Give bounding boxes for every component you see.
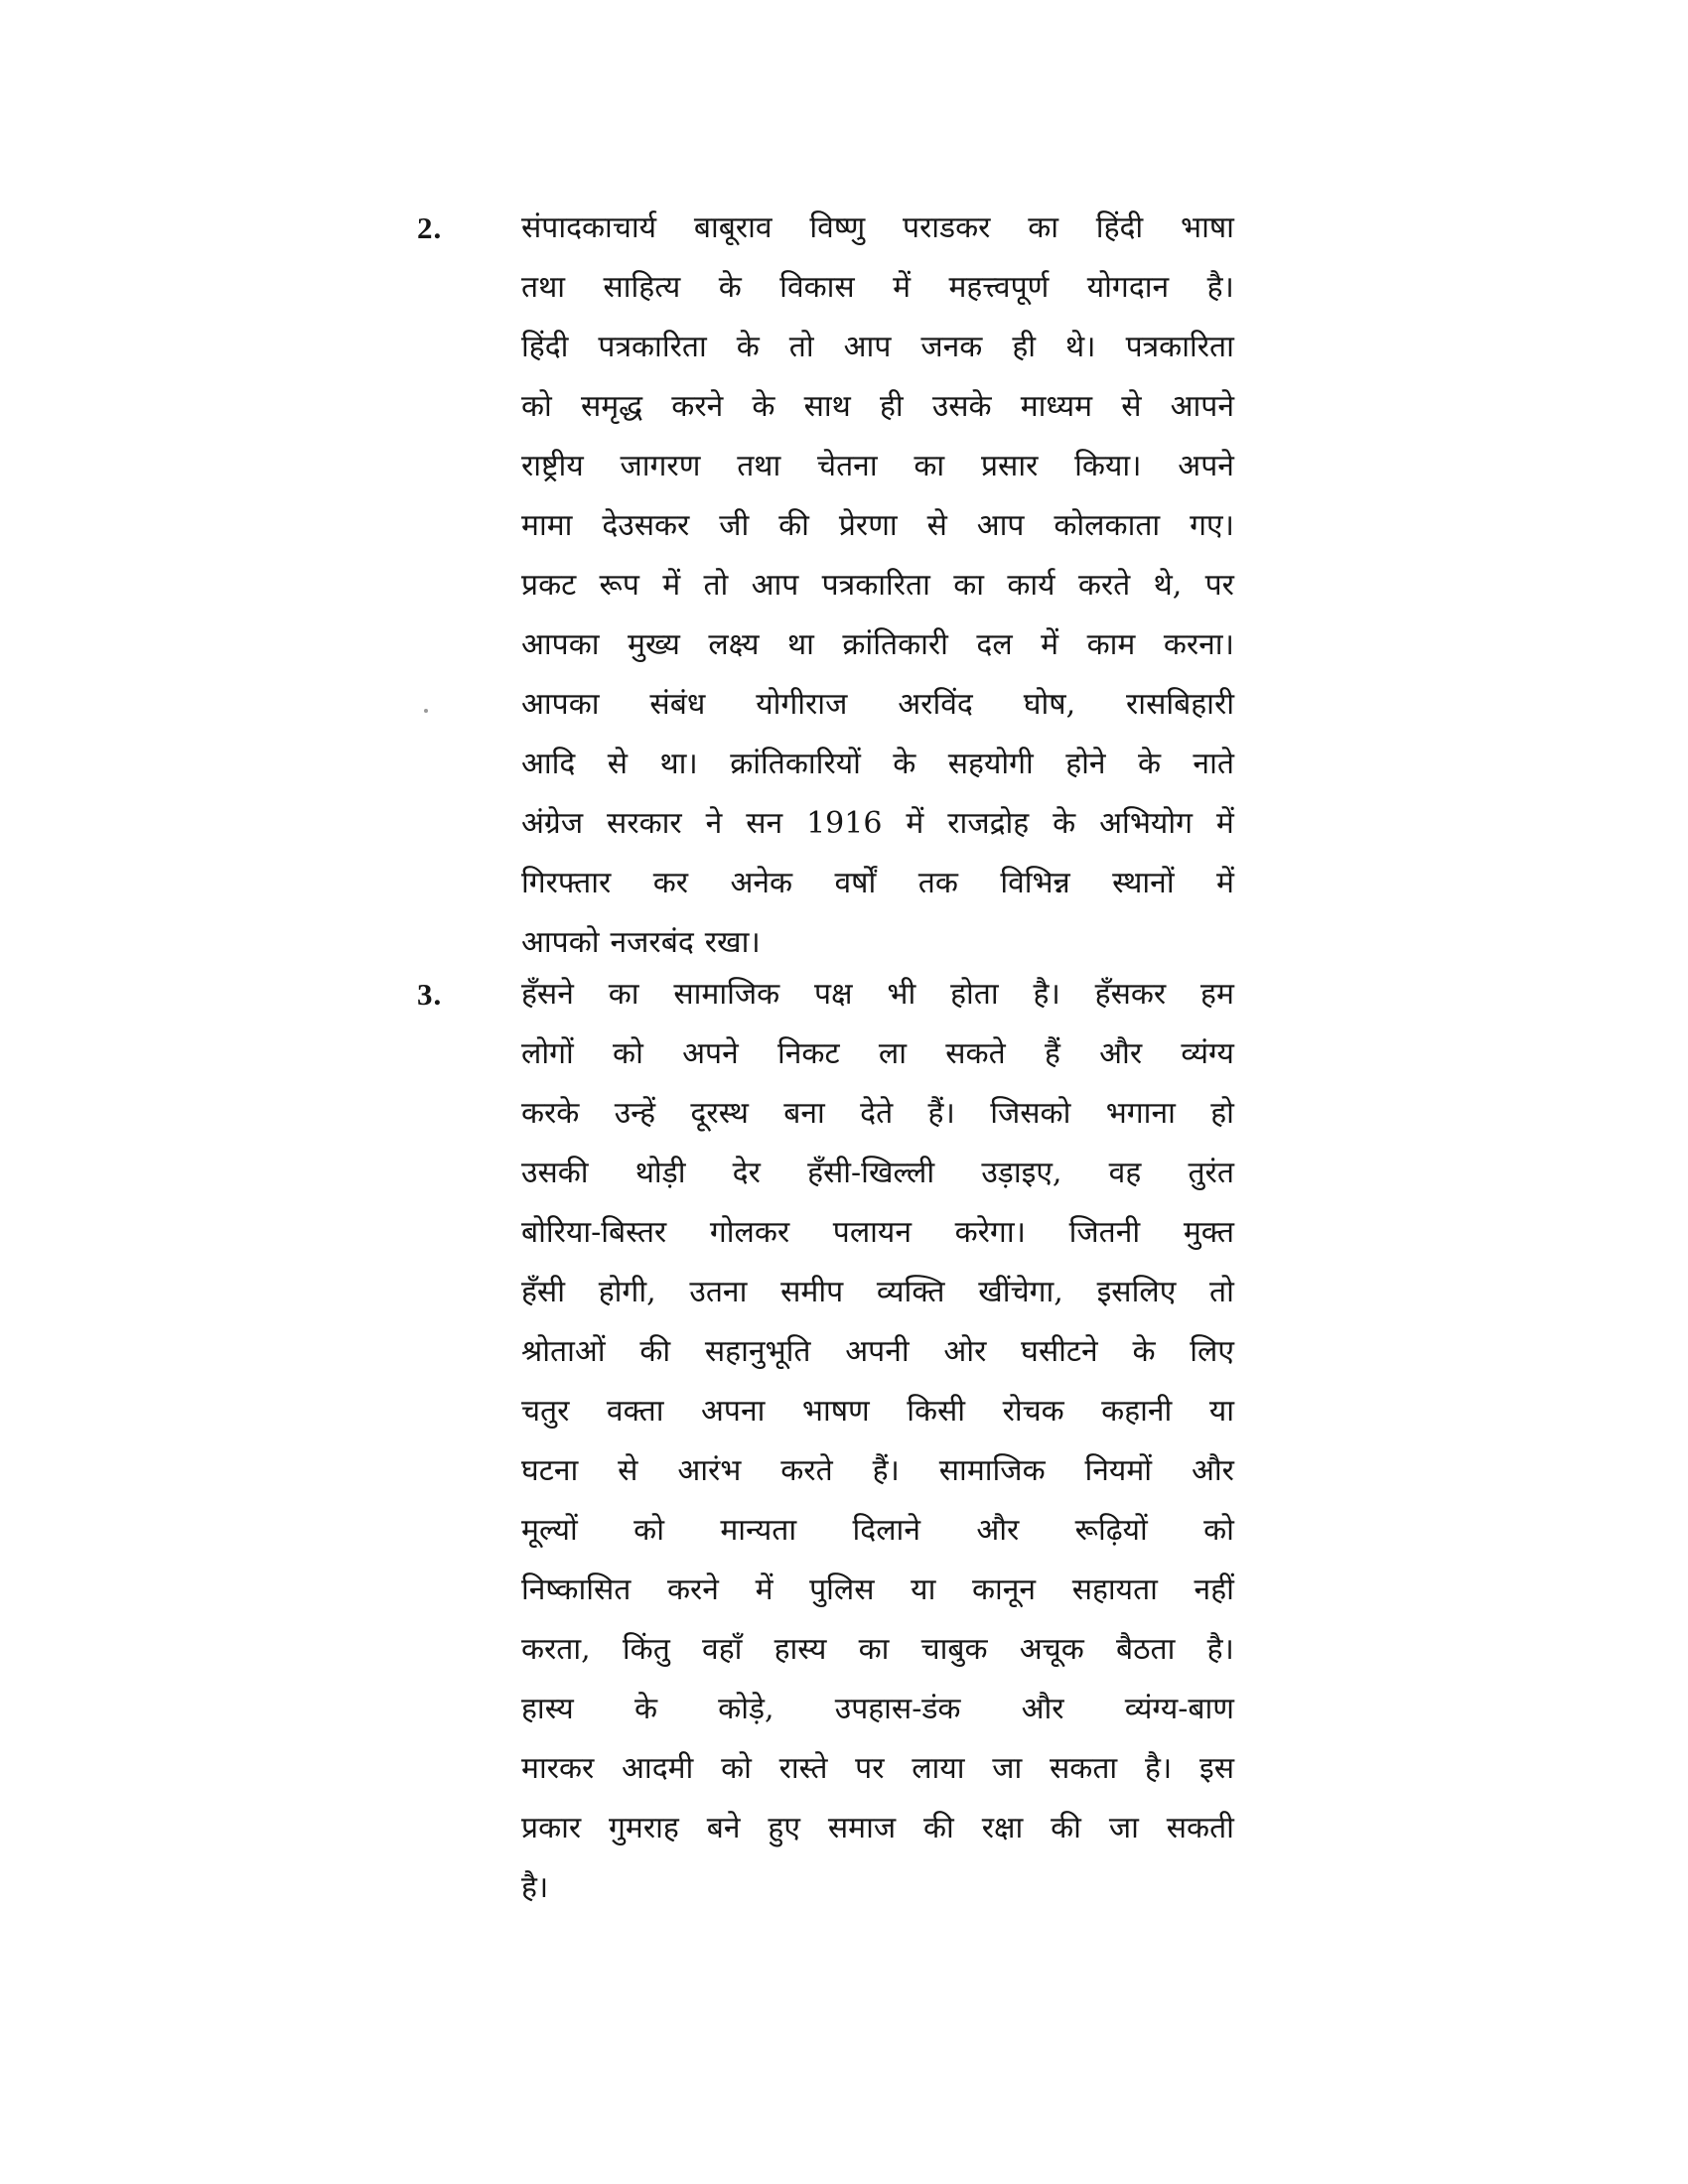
word: पलायन <box>832 1215 912 1250</box>
word: साहित्य <box>603 270 681 305</box>
word: का <box>608 977 639 1012</box>
word: ही <box>1012 330 1037 364</box>
word: मारकर <box>521 1751 595 1786</box>
word: से <box>1121 389 1142 424</box>
word: नहीं <box>1194 1572 1234 1607</box>
text-line <box>521 258 1234 318</box>
word: दल <box>976 627 1013 662</box>
scan-speck <box>424 709 428 713</box>
word: पक्ष <box>814 977 853 1012</box>
word: में <box>1215 806 1234 841</box>
word: दूरस्थ <box>690 1096 749 1131</box>
word: योगीराज <box>756 687 848 722</box>
word: अपना <box>701 1394 766 1429</box>
word: व्यक्ति <box>876 1275 945 1309</box>
word: लक्ष्य <box>708 627 760 662</box>
word: श्रोताओं <box>521 1334 606 1369</box>
word: जितनी <box>1068 1215 1141 1250</box>
word: हँसी-खिल्ली <box>807 1156 935 1190</box>
text-line <box>521 675 1234 735</box>
word: व्यंग्य-बाण <box>1124 1692 1234 1726</box>
word: हो <box>1210 1096 1234 1131</box>
word: आरंभ <box>677 1453 742 1488</box>
text-line <box>521 965 1234 1024</box>
text-line <box>521 318 1234 377</box>
word: घोष, <box>1023 687 1076 722</box>
word: सहायता <box>1071 1572 1158 1607</box>
word: के <box>1132 1334 1156 1369</box>
word: गिरफ्तार <box>521 866 612 900</box>
word: भी <box>887 977 916 1012</box>
word: घटना <box>521 1453 579 1488</box>
word: में <box>1216 866 1234 900</box>
word: जनक <box>920 330 983 364</box>
word: नाते <box>1193 747 1234 781</box>
word: भाषण <box>801 1394 870 1429</box>
word: को <box>1203 1513 1234 1548</box>
text-line <box>521 1739 1234 1799</box>
word: उड़ाइए, <box>981 1156 1062 1190</box>
word: योगदान <box>1086 270 1170 305</box>
word: उसके <box>931 389 992 424</box>
text-line <box>521 1024 1234 1084</box>
word: है। <box>1144 1751 1173 1786</box>
word: के <box>633 1692 657 1726</box>
word: व्यंग्य <box>1181 1036 1234 1071</box>
word: हँसी <box>521 1275 565 1309</box>
word: बाबूराव <box>693 210 773 245</box>
word: कोलकाता <box>1054 508 1161 543</box>
word: था <box>786 627 814 662</box>
word: किंतु <box>622 1632 670 1667</box>
word: आपको <box>521 925 600 960</box>
word: और <box>1099 1036 1143 1071</box>
word: बने <box>706 1811 741 1845</box>
word: किसी <box>907 1394 966 1429</box>
text-line <box>521 615 1234 675</box>
word: भाषा <box>1180 210 1234 245</box>
word: हास्य <box>521 1692 574 1726</box>
word: विकास <box>779 270 855 305</box>
text-line <box>521 913 1234 973</box>
word: आदि <box>521 747 576 781</box>
word: है। <box>1033 977 1060 1012</box>
word: जिसको <box>990 1096 1071 1131</box>
word: माध्यम <box>1020 389 1093 424</box>
word: सामाजिक <box>673 977 780 1012</box>
word: हास्य <box>774 1632 827 1667</box>
word: से <box>607 747 629 781</box>
word: आदमी <box>622 1751 694 1786</box>
word: से <box>926 508 947 543</box>
word: जा <box>1108 1811 1139 1845</box>
word: सहानुभूति <box>704 1334 811 1369</box>
text-line <box>521 794 1234 854</box>
word: देर <box>732 1156 761 1190</box>
text-line <box>521 1561 1234 1620</box>
word: सन <box>746 806 783 841</box>
word: विभिन्न <box>1000 866 1070 900</box>
word: आप <box>843 330 892 364</box>
word: भगाना <box>1105 1096 1176 1131</box>
word: इसलिए <box>1096 1275 1177 1309</box>
text-line <box>521 1620 1234 1680</box>
word: साथ <box>803 389 851 424</box>
word: करना। <box>1163 627 1234 662</box>
word: कर <box>652 866 688 900</box>
word: उसकी <box>521 1156 589 1190</box>
word: से <box>618 1453 638 1488</box>
word: को <box>633 1513 664 1548</box>
word: पत्रकारिता <box>821 568 930 603</box>
word: हँसकर <box>1094 977 1167 1012</box>
word: पुलिस <box>809 1572 875 1607</box>
word: हँसने <box>521 977 574 1012</box>
word: उतना <box>689 1275 748 1309</box>
word: होता <box>950 977 999 1012</box>
word: हैं <box>1044 1036 1060 1071</box>
word: को <box>613 1036 643 1071</box>
word: आपका <box>521 627 600 662</box>
word: विष्णु <box>809 210 866 245</box>
word: करने <box>671 389 724 424</box>
word: समृद्ध <box>580 389 643 424</box>
word: होगी, <box>598 1275 656 1309</box>
word: कार्य <box>1007 568 1055 603</box>
word: आपका <box>521 687 600 722</box>
word: प्रकार <box>521 1811 582 1845</box>
word: लाया <box>912 1751 965 1786</box>
word: की <box>1051 1811 1081 1845</box>
word: चतुर <box>521 1394 570 1429</box>
word: रूप <box>599 568 639 603</box>
word: अचूक <box>1019 1632 1084 1667</box>
word: था। <box>659 747 698 781</box>
word: वह <box>1108 1156 1142 1190</box>
word: मुख्य <box>628 627 680 662</box>
word: समीप <box>780 1275 844 1309</box>
item-number: 3. <box>417 977 443 1012</box>
word: थे, <box>1153 568 1183 603</box>
word: प्रसार <box>980 449 1039 483</box>
word: अभियोग <box>1099 806 1193 841</box>
word: खींचेगा, <box>978 1275 1063 1309</box>
text-line <box>521 1441 1234 1501</box>
word: तो <box>1209 1275 1234 1309</box>
word: निकट <box>777 1036 840 1071</box>
word: थोड़ी <box>634 1156 686 1190</box>
word: दिलाने <box>852 1513 920 1548</box>
word: करते <box>1077 568 1131 603</box>
word: पर <box>855 1751 885 1786</box>
word: क्रांतिकारियों <box>730 747 861 781</box>
word: अरविंद <box>898 687 973 722</box>
word: जी <box>719 508 750 543</box>
word: समाज <box>827 1811 897 1845</box>
word: का <box>914 449 945 483</box>
word: करता, <box>521 1632 591 1667</box>
item-number: 2. <box>417 210 443 245</box>
word: अंग्रेज <box>521 806 584 841</box>
word: रूढ़ियों <box>1074 1513 1148 1548</box>
word: की <box>922 1811 954 1845</box>
text-line <box>521 437 1234 496</box>
word: देते <box>860 1096 894 1131</box>
word: हुए <box>768 1811 800 1845</box>
word: गोलकर <box>709 1215 790 1250</box>
word: सकती <box>1166 1811 1234 1845</box>
word: महत्त्वपूर्ण <box>948 270 1050 305</box>
word: इस <box>1198 1751 1234 1786</box>
word: क्रांतिकारी <box>842 627 948 662</box>
text-line <box>521 1084 1234 1144</box>
word: रासबिहारी <box>1126 687 1234 722</box>
word: की <box>778 508 809 543</box>
word: कहानी <box>1101 1394 1173 1429</box>
word: प्रेरणा <box>838 508 898 543</box>
word: जा <box>992 1751 1023 1786</box>
word: के <box>718 270 742 305</box>
word: में <box>1041 627 1059 662</box>
text-line <box>521 1680 1234 1739</box>
word: गुमराह <box>609 1811 679 1845</box>
text-line <box>521 199 1234 258</box>
word: ने <box>705 806 723 841</box>
word: हिंदी <box>521 330 569 364</box>
word: करेगा। <box>954 1215 1026 1250</box>
word: राजद्रोह <box>947 806 1030 841</box>
word: का <box>858 1632 890 1667</box>
word: प्रकट <box>521 568 577 603</box>
word: पराडकर <box>902 210 991 245</box>
word: में <box>662 568 681 603</box>
word: संबंध <box>649 687 706 722</box>
word: सकता <box>1050 1751 1118 1786</box>
text-line <box>521 556 1234 615</box>
word: बैठता <box>1115 1632 1176 1667</box>
word: को <box>521 389 552 424</box>
word: ही <box>879 389 904 424</box>
word: में <box>755 1572 774 1607</box>
word: अपने <box>682 1036 739 1071</box>
word: चाबुक <box>920 1632 988 1667</box>
text-line <box>521 1263 1234 1322</box>
word: मूल्यों <box>521 1513 578 1548</box>
text-line <box>521 1322 1234 1382</box>
word: घसीटने <box>1021 1334 1098 1369</box>
word: में <box>906 806 924 841</box>
word: तो <box>788 330 814 364</box>
word: का <box>1028 210 1059 245</box>
word: संपादकाचार्य <box>521 210 657 245</box>
word: है। <box>1206 270 1234 305</box>
word: अनेक <box>730 866 793 900</box>
word: पत्रकारिता <box>1125 330 1234 364</box>
word: है। <box>521 1870 549 1905</box>
word: तथा <box>737 449 781 483</box>
text-line <box>521 735 1234 794</box>
word: नियमों <box>1084 1453 1153 1488</box>
text-line <box>521 1382 1234 1441</box>
word: लिए <box>1190 1334 1234 1369</box>
word: बना <box>783 1096 825 1131</box>
word: होने <box>1065 747 1106 781</box>
word: किया। <box>1074 449 1142 483</box>
word: लोगों <box>521 1036 574 1071</box>
word: करते <box>780 1453 833 1488</box>
word: स्थानों <box>1112 866 1175 900</box>
word: की <box>639 1334 671 1369</box>
word: करने <box>666 1572 719 1607</box>
word: आप <box>751 568 799 603</box>
word: ला <box>878 1036 907 1071</box>
text-line <box>521 1799 1234 1858</box>
word: देउसकर <box>602 508 690 543</box>
word: वहाँ <box>702 1632 743 1667</box>
word: और <box>1021 1692 1064 1726</box>
word: आपने <box>1170 389 1234 424</box>
paragraph-text <box>521 965 1234 1918</box>
word: हैं। <box>872 1453 900 1488</box>
word: निष्कासित <box>521 1572 632 1607</box>
word: मान्यता <box>720 1513 797 1548</box>
word: करके <box>521 1096 580 1131</box>
word: में <box>893 270 912 305</box>
word: 1916 <box>806 806 883 841</box>
word: जागरण <box>620 449 701 483</box>
word: के <box>752 389 775 424</box>
word: के <box>893 747 916 781</box>
word: उपहास-डंक <box>834 1692 961 1726</box>
paragraph-text <box>521 199 1234 973</box>
word: और <box>976 1513 1020 1548</box>
word: रोचक <box>1002 1394 1064 1429</box>
text-line <box>521 496 1234 556</box>
word: मुक्त <box>1183 1215 1234 1250</box>
word: आप <box>976 508 1025 543</box>
word: का <box>953 568 985 603</box>
text-line <box>521 1203 1234 1263</box>
word: पत्रकारिता <box>598 330 707 364</box>
word: पर <box>1204 568 1234 603</box>
word: बोरिया-बिस्तर <box>521 1215 667 1250</box>
word: सरकार <box>607 806 682 841</box>
word: वक्ता <box>606 1394 664 1429</box>
word: कानून <box>971 1572 1037 1607</box>
word: सकते <box>945 1036 1006 1071</box>
word: और <box>1191 1453 1234 1488</box>
word: हिंदी <box>1095 210 1144 245</box>
word: नजरबंद <box>610 925 694 960</box>
word: रक्षा <box>981 1811 1024 1845</box>
text-line <box>521 1144 1234 1203</box>
word: रखा। <box>704 925 761 960</box>
word: अपनी <box>845 1334 910 1369</box>
text-line <box>521 854 1234 913</box>
word: सहयोगी <box>947 747 1034 781</box>
text-line <box>521 1501 1234 1561</box>
word: हम <box>1200 977 1234 1012</box>
word: तुरंत <box>1188 1156 1234 1190</box>
word: उन्हें <box>614 1096 656 1131</box>
word: मामा <box>521 508 573 543</box>
word: के <box>736 330 760 364</box>
word: को <box>721 1751 752 1786</box>
word: काम <box>1086 627 1136 662</box>
word: तो <box>703 568 729 603</box>
word: अपने <box>1178 449 1234 483</box>
word: वर्षों <box>834 866 877 900</box>
word: के <box>1053 806 1076 841</box>
word: चेतना <box>817 449 878 483</box>
word: कोड़े, <box>718 1692 774 1726</box>
word: के <box>1137 747 1162 781</box>
word: सामाजिक <box>938 1453 1046 1488</box>
word: थे। <box>1065 330 1096 364</box>
word: या <box>911 1572 936 1607</box>
word: ओर <box>943 1334 987 1369</box>
word: गए। <box>1190 508 1234 543</box>
word: तक <box>917 866 958 900</box>
word: है। <box>1206 1632 1234 1667</box>
word: हैं। <box>927 1096 955 1131</box>
word: तथा <box>521 270 566 305</box>
word: राष्ट्रीय <box>521 449 584 483</box>
text-line <box>521 1858 1234 1918</box>
text-line <box>521 377 1234 437</box>
word: या <box>1208 1394 1234 1429</box>
word: रास्ते <box>778 1751 828 1786</box>
